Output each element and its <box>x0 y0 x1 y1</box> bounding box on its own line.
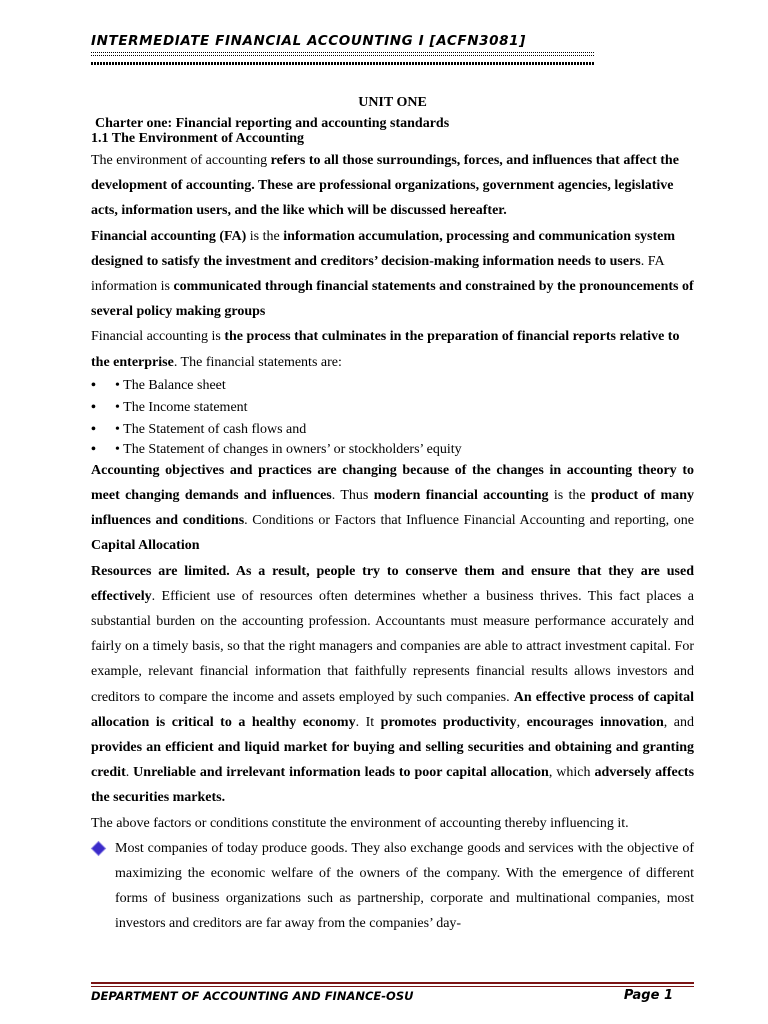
footer-rule-thin <box>91 986 694 987</box>
bold-run: Capital Allocation <box>91 538 200 554</box>
text-run: . Conditions or Factors that Influence Financial Accounting and reporting, one <box>244 513 694 529</box>
bullet-icon: • <box>91 377 96 393</box>
list-item <box>91 419 694 441</box>
list-item-text: • The Statement of cash flows and <box>115 421 307 437</box>
bold-run: promotes productivity <box>380 714 517 730</box>
bullet-icon: • <box>91 421 96 437</box>
list-item <box>91 375 694 397</box>
text-run: . <box>125 765 134 781</box>
paragraph-conclusion: The above factors or conditions constitute the environment of accounting thereby influencing it. <box>91 815 629 831</box>
footer-department: DEPARTMENT OF ACCOUNTING AND FINANCE-OSU <box>91 989 414 1003</box>
bold-run: Accounting objectives and practices are changing because of the changes in accounting theory to meet changing demands and influences <box>91 462 694 504</box>
bold-run: refers to all those surroundings, forces, and influences that affect the development of accounting. These are professional organizations, government agencies, legislative acts, information users, and the like which will be discussed hereafter. <box>91 153 679 219</box>
list-item-text: Most companies of today produce goods. They also exchange goods and services with the objective of maximizing the economic welfare of the owners of the company. With the emergence of different forms of business organizations such as partnership, corporate and multinational companies, most investors and creditors are far away from the companies’ day- <box>115 840 694 932</box>
paragraph-financial-accounting <box>91 324 694 374</box>
diamond-bullet-icon <box>92 842 105 855</box>
text-run: The environment of accounting <box>91 153 271 168</box>
bold-run: information accumulation, processing and communication system designed to satisfy the investment and creditors’ decision-making information needs to users <box>91 228 675 269</box>
text-run: . The financial statements are: <box>173 354 342 370</box>
page-number: Page 1 <box>623 988 673 1003</box>
text-run: , and <box>663 714 694 730</box>
statements-list <box>91 375 694 458</box>
paragraph-capital-allocation <box>91 559 694 811</box>
footer-rule <box>91 982 694 984</box>
list-item <box>91 441 694 458</box>
paragraph-environment <box>91 148 694 324</box>
document-body <box>91 92 694 937</box>
bold-run: adversely affects the securities markets. <box>91 765 695 806</box>
diamond-list-item <box>91 836 694 937</box>
text-run: . Thus <box>331 488 374 504</box>
bold-run: Unreliable and irrelevant information leads to poor capital allocation <box>133 765 549 781</box>
bold-run: product of many influences and conditions <box>91 488 694 529</box>
header-title: INTERMEDIATE FINANCIAL ACCOUNTING I [ACFN3081] <box>91 33 526 49</box>
bullet-icon: • <box>91 441 96 457</box>
chapter-title: Charter one: Financial reporting and accounting standards <box>95 116 450 131</box>
section-title: 1.1 The Environment of Accounting <box>91 131 305 146</box>
text-run: is the <box>246 228 284 244</box>
bold-run: Resources are limited. As a result, people try to conserve them and ensure that they are used effectively <box>91 563 694 604</box>
text-run: , <box>516 714 527 730</box>
list-item-text: • The Balance sheet <box>115 377 226 393</box>
bold-run: An effective process of capital allocation is critical to a healthy economy <box>91 689 694 730</box>
list-item <box>91 397 694 419</box>
text-run: Financial accounting is <box>91 329 225 345</box>
text-run: . Efficient use of resources often determines whether a business thrives. This fact places a substantial burden on the accounting profession. Accountants must measure performance accurately and fairly on a timely basis, so that the right managers and companies are able to attract investment capital. For example, relevant financial information that faithfully represents financial results allows investors and creditors to compare the income and assets employed by such companies. <box>91 588 694 705</box>
bullet-icon: • <box>91 399 96 415</box>
bold-run: encourages innovation <box>526 714 664 730</box>
list-item-text: • The Income statement <box>115 399 248 415</box>
text-run: , which <box>548 765 595 781</box>
list-item-text: • The Statement of changes in owners’ or stockholders’ equity <box>115 441 462 457</box>
paragraph-objectives <box>91 458 694 559</box>
header-rule-dotted <box>91 62 594 65</box>
bold-run: communicated through financial statements and constrained by the pronouncements of several policy making groups <box>91 279 694 320</box>
bold-run: provides an efficient and liquid market for buying and selling securities and obtaining and granting credit <box>91 740 694 781</box>
bold-run: modern financial accounting <box>373 488 549 504</box>
header-rule <box>91 52 594 56</box>
unit-title: UNIT ONE <box>358 95 427 110</box>
text-run: . FA information is <box>91 253 664 295</box>
bold-run: Financial accounting (FA) <box>91 228 247 244</box>
text-run: is the <box>548 488 591 504</box>
text-run: . It <box>355 714 381 730</box>
bold-run: the process that culminates in the preparation of financial reports relative to the enterprise <box>91 329 680 370</box>
